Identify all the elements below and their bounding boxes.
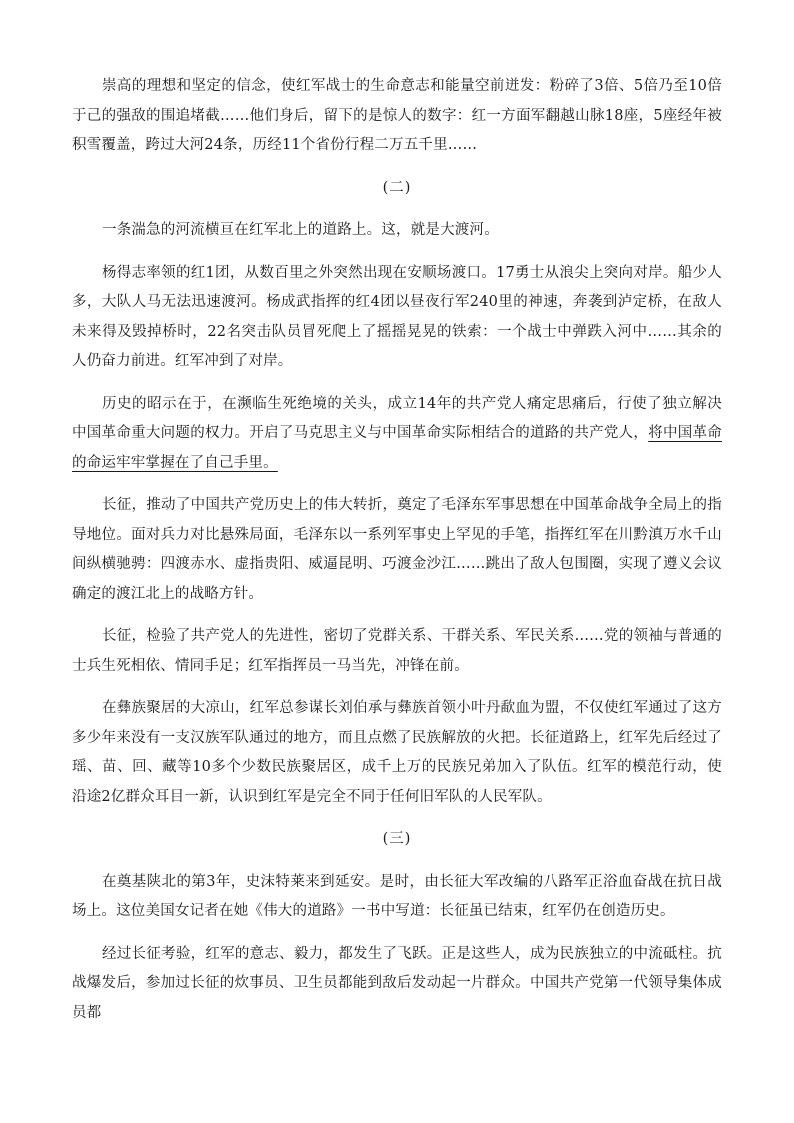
paragraph-1: 崇高的理想和坚定的信念，使红军战士的生命意志和能量空前迸发：粉碎了3倍、5倍乃至10倍于己的强敌的围追堵截……他们身后，留下的是惊人的数字：红一方面军翻越山脉18座，5座经年被积雪覆盖，跨过大河24条，历经11个省份行程二万五千里…… — [72, 78, 722, 153]
paragraph-4-text: 历史的昭示在于，在濒临生死绝境的关头，成立14年的共产党人痛定思痛后，行使了独立解决中国革命重大问题的权力。开启了马克思主义与中国革命实际相结合的道路的共产党人， — [72, 395, 722, 441]
paragraph-3: 杨得志率领的红1团，从数百里之外突然出现在安顺场渡口。17勇士从浪尖上突向对岸。船少人多，大队人马无法迅速渡河。杨成武指挥的红4团以昼夜行军240里的神速，奔袭到泸定桥，在敌人未来得及毁掉桥时，22名突击队员冒死爬上了摇摇晃晃的铁索：一个战士中弹跌入河中……其余的人仍奋力前进。红军冲到了对岸。 — [72, 264, 722, 369]
paragraph-5: 长征，推动了中国共产党历史上的伟大转折，奠定了毛泽东军事思想在中国革命战争全局上的指导地位。面对兵力对比悬殊局面，毛泽东以一系列军事史上罕见的手笔，指挥红军在川黔滇万水千山间纵横驰骋：四渡赤水、虚指贵阳、威逼昆明、巧渡金沙江……跳出了敌人包围圈，实现了遵义会议确定的渡江北上的战略方针。 — [72, 497, 722, 602]
paragraph-8: 在奠基陕北的第3年，史沫特莱来到延安。是时，由长征大军改编的八路军正浴血奋战在抗日战场上。这位美国女记者在她《伟大的道路》一书中写道：长征虽已结束，红军仍在创造历史。 — [72, 873, 722, 919]
paragraph-6: 长征，检验了共产党人的先进性，密切了党群关系、干群关系、军民关系……党的领袖与普通的士兵生死相依、情同手足；红军指挥员一马当先，冲锋在前。 — [72, 628, 722, 674]
paragraph-2: 一条湍急的河流横亘在红军北上的道路上。这，就是大渡河。 — [102, 222, 499, 238]
section-heading-3: (三) — [382, 831, 412, 847]
document-page — [72, 72, 722, 1041]
paragraph-7: 在彝族聚居的大凉山，红军总参谋长刘伯承与彝族首领小叶丹歃血为盟，不仅使红军通过了这方多少年来没有一支汉族军队通过的地方，而且点燃了民族解放的火把。长征道路上，红军先后经过了瑶、苗、回、藏等10多个少数民族聚居区，成千上万的民族兄弟加入了队伍。红军的模范行动，使沿途2亿群众耳目一新，认识到红军是完全不同于任何旧军队的人民军队。 — [72, 700, 722, 805]
section-heading-2: (二) — [382, 179, 412, 196]
paragraph-9: 经过长征考验，红军的意志、毅力，都发生了飞跃。正是这些人，成为民族独立的中流砥柱。抗战爆发后，参加过长征的炊事员、卫生员都能到敌后发动起一片群众。中国共产党第一代领导集体成员都 — [72, 945, 722, 1021]
paragraph-4-underlined-text: 将中国革命的命运牢牢掌握在了自己手里。 — [72, 425, 723, 471]
paragraph-4 — [72, 390, 722, 479]
